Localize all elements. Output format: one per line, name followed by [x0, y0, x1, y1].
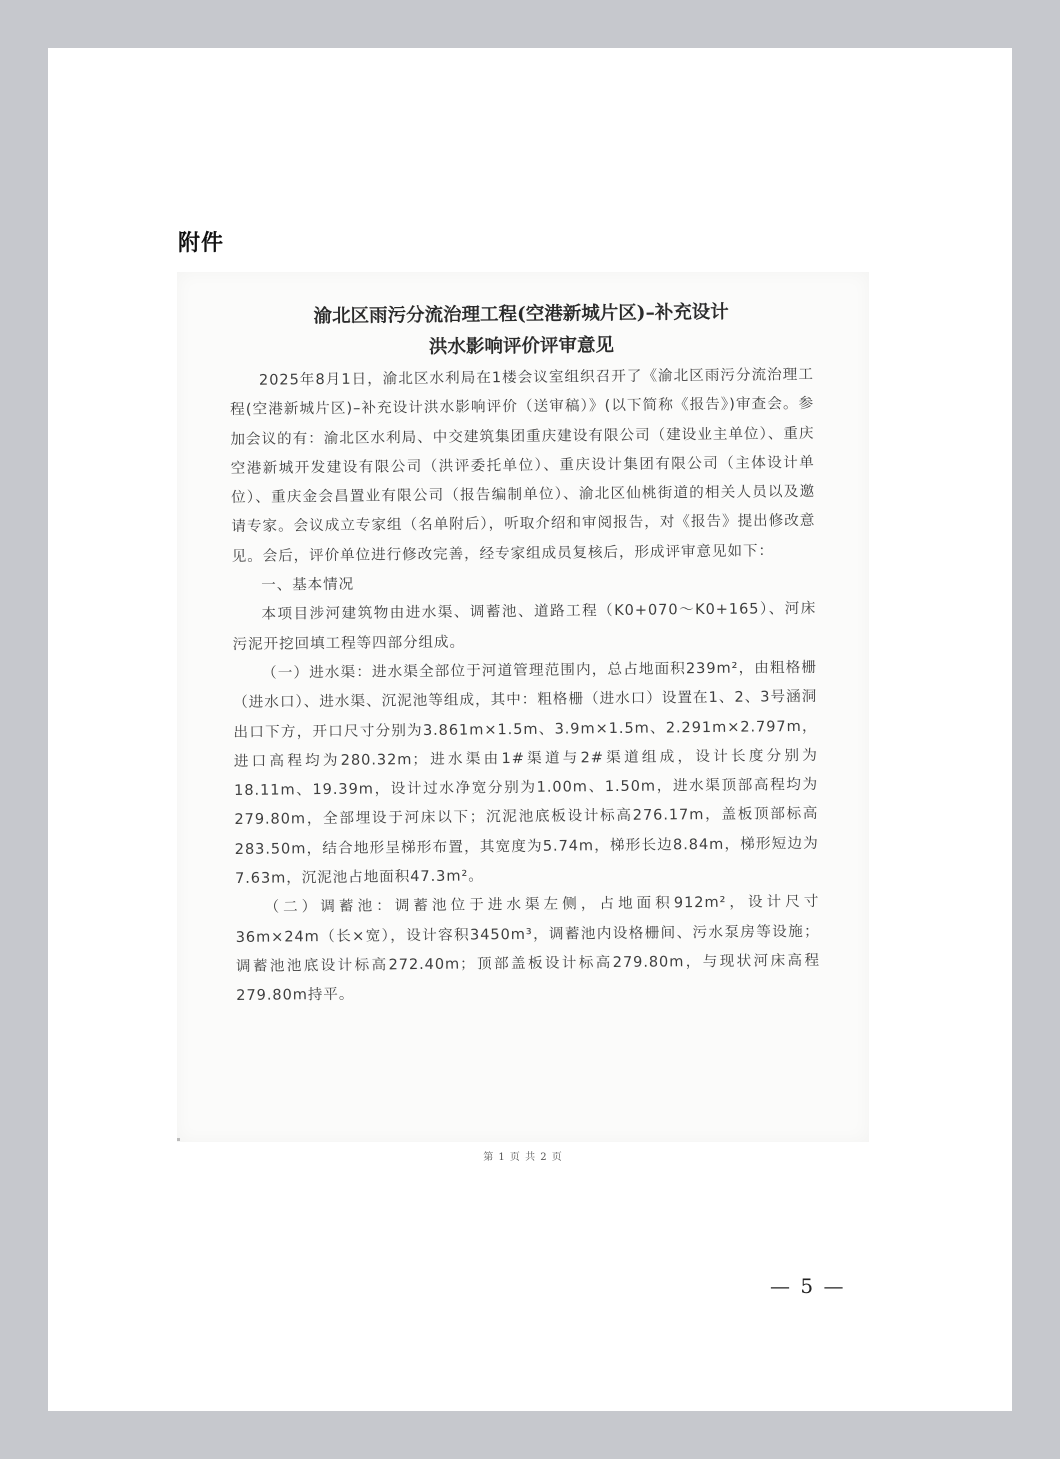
paragraph-intro: 2025年8月1日，渝北区水利局在1楼会议室组织召开了《渝北区雨污分流治理工程(空港新城片区)–补充设计洪水影响评价（送审稿）》(以下简称《报告》)审查会。参加会议的有：渝北区水利局、中交建筑集团重庆建设有限公司（建设业主单位）、重庆空港新城开发建设有限公司（洪评委托单位）、重庆设计集团有限公司（主体设计单位）、重庆金会昌置业有限公司（报告编制单位）、渝北区仙桃街道的相关人员以及邀请专家。会议成立专家组（名单附后），听取介绍和审阅报告，对《报告》提出修改意见。会后，评价单位进行修改完善，经专家组成员复核后，形成评审意见如下：	[230, 365, 816, 565]
document-page	[48, 48, 1012, 1411]
scanned-document	[177, 272, 869, 1163]
scanned-document-body	[229, 296, 820, 1011]
scan-page-footer: 第 1 页 共 2 页	[483, 1152, 563, 1163]
document-title-line-1: 渝北区雨污分流治理工程(空港新城片区)–补充设计	[313, 301, 729, 328]
page-number: — 5 —	[770, 1274, 846, 1298]
section-heading-basic-info: 一、基本情况	[261, 575, 355, 594]
paragraph-project-overview: 本项目涉河建筑物由进水渠、调蓄池、道路工程（K0+070～K0+165）、河床污泥开挖回填工程等四部分组成。	[232, 600, 817, 653]
scan-artifact-mark	[177, 1138, 180, 1141]
paragraph-storage-tank: （二）调蓄池：调蓄池位于进水渠左侧，占地面积912m²，设计尺寸36m×24m（长×宽），设计容积3450m³，调蓄池内设格栅间、污水泵房等设施；调蓄池池底设计标高272.40m；顶部盖板设计标高279.80m，与现状河床高程279.80m持平。	[235, 893, 821, 1005]
document-title-line-2: 洪水影响评价评审意见	[428, 334, 615, 358]
paragraph-inlet-channel: （一）进水渠：进水渠全部位于河道管理范围内，总占地面积239m²，由粗格栅（进水口）、进水渠、沉泥池等组成，其中：粗格栅（进水口）设置在1、2、3号涵洞出口下方，开口尺寸分别为3.861m×1.5m、3.9m×1.5m、2.291m×2.797m，进口高程均为280.32m；进水渠由1#渠道与2#渠道组成，设计长度分别为18.11m、19.39m，设计过水净宽分别为1.00m、1.50m，进水渠顶部高程均为279.80m，全部埋设于河床以下；沉泥池底板设计标高276.17m，盖板顶部标高283.50m，结合地形呈梯形布置，其宽度为5.74m，梯形长边8.84m，梯形短边为7.63m，沉泥池占地面积47.3m²。	[233, 658, 819, 888]
attachment-label: 附件	[178, 231, 225, 256]
